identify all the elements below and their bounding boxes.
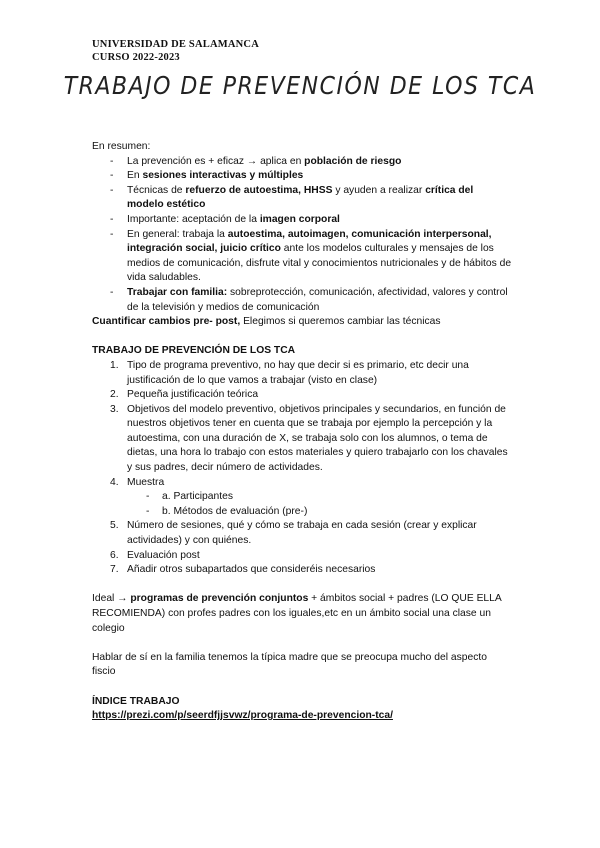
- summary-intro: En resumen:: [92, 141, 151, 152]
- ideal-paragraph: Ideal → programas de prevención conjuntos + ámbitos social + padres (LO QUE ELLA RECOMIENDA) con profes padres con los iguales,etc en un ámbito social una clase un colegio: [92, 593, 502, 634]
- header-block: [92, 38, 259, 64]
- list-item: - Importante: aceptación de la imagen corporal: [92, 213, 512, 228]
- list-item: - b. Métodos de evaluación (pre-): [92, 505, 512, 520]
- sample-sublist: [92, 490, 512, 519]
- page-title: TRABAJO DE PREVENCIÓN DE LOS TCA: [63, 72, 537, 101]
- family-note: Hablar de sí en la familia tenemos la típica madre que se preocupa mucho del aspecto fiscio: [92, 651, 487, 678]
- course-year: CURSO 2022-2023: [92, 52, 180, 63]
- list-item: - a. Participantes: [92, 490, 512, 505]
- list-item: - La prevención es + eficaz → aplica en población de riesgo: [92, 155, 512, 170]
- work-list-continued: [92, 519, 512, 577]
- list-item: 4. Muestra: [110, 476, 165, 488]
- list-item: 7. Añadir otros subapartados que consideréis necesarios: [110, 564, 376, 576]
- summary-list: [92, 155, 512, 316]
- list-item: - Trabajar con familia: sobreprotección, comunicación, afectividad, valores y control de la televisión y medios de comunicación: [92, 286, 512, 315]
- list-item: 3. Objetivos del modelo preventivo, objetivos principales y secundarios, en función de nuestros objetivos tener en cuenta que se trabaja por ejemplo la percepción y la autoestima, con una duración de X, se trabaja solo con los alumnos, o tema de dietas, una hora lo trabajo con estos materiales y quiero trabajarlo con los chavales y sus padres, decir número de actividades.: [110, 403, 508, 474]
- university-name: UNIVERSIDAD DE SALAMANCA: [92, 39, 259, 50]
- list-item: 6. Evaluación post: [110, 549, 200, 561]
- prezi-link[interactable]: https://prezi.com/p/seerdfjjsvwz/programa-de-prevencion-tca/: [92, 710, 393, 722]
- list-item: - En general: trabaja la autoestima, autoimagen, comunicación interpersonal, integración social, juicio crítico ante los modelos culturales y mensajes de los medios de comunicación, disfrute vital y conocimientos nutricionales y de hábitos de vida saludables.: [92, 228, 512, 286]
- work-list: [92, 359, 512, 490]
- list-item: - En sesiones interactivas y múltiples: [92, 169, 512, 184]
- list-item: 2. Pequeña justificación teórica: [110, 389, 259, 401]
- quantify-line: Cuantificar cambios pre- post, Elegimos si queremos cambiar las técnicas: [92, 316, 441, 328]
- list-item: - Técnicas de refuerzo de autoestima, HHSS y ayuden a realizar crítica del modelo estético: [92, 184, 512, 213]
- list-item: 5. Número de sesiones, qué y cómo se trabaja en cada sesión (crear y explicar actividades) y con quiénes.: [110, 520, 477, 547]
- list-item: 1. Tipo de programa preventivo, no hay que decir si es primario, etc decir una justificación de lo que vamos a trabajar (visto en clase): [110, 359, 469, 386]
- document-body: [92, 140, 512, 724]
- section-heading: TRABAJO DE PREVENCIÓN DE LOS TCA: [92, 345, 296, 357]
- index-heading: ÍNDICE TRABAJO: [92, 695, 180, 707]
